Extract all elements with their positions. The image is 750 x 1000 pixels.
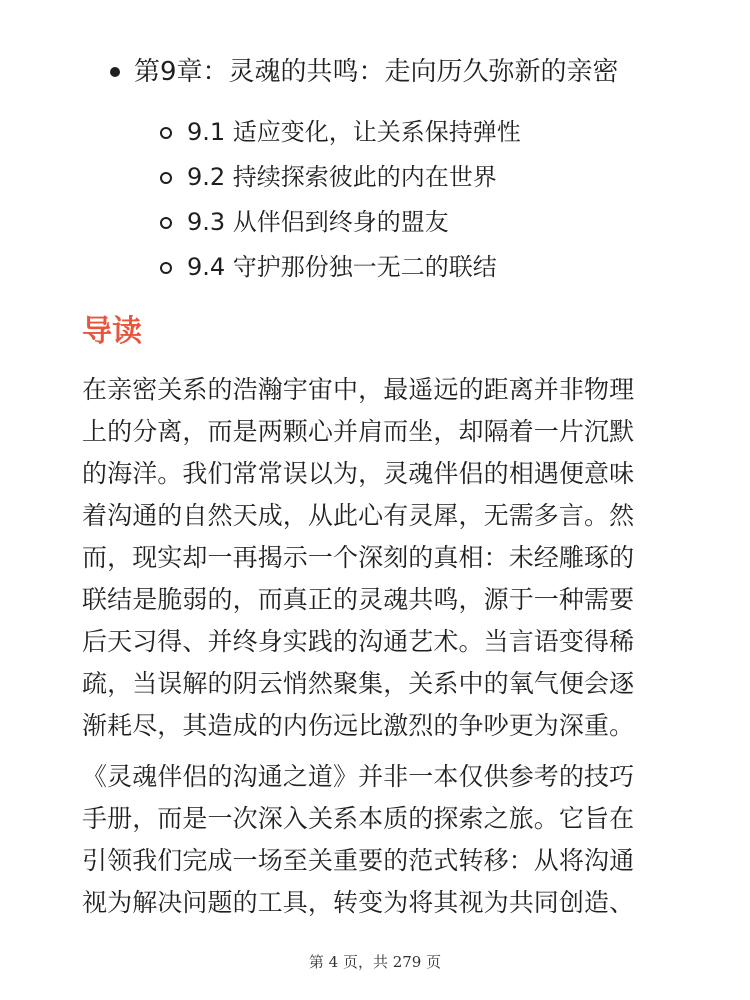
paragraph bbox=[82, 369, 702, 747]
text-line: 疏，当误解的阴云悄然聚集，关系中的氧气便会逐 bbox=[82, 669, 635, 698]
text-line: 在亲密关系的浩瀚宇宙中，最遥远的距离并非物理 bbox=[82, 375, 635, 404]
toc-chapter-item bbox=[110, 52, 710, 92]
toc-section-item bbox=[160, 110, 680, 155]
chapter-title: 第9章：灵魂的共鸣：走向历久弥新的亲密 bbox=[134, 57, 619, 87]
text-line: 上的分离，而是两颗心并肩而坐，却隔着一片沉默 bbox=[82, 417, 635, 446]
text-line: 引领我们完成一场至关重要的范式转移：从将沟通 bbox=[82, 846, 635, 875]
table-of-contents bbox=[110, 52, 710, 281]
text-line: 着沟通的自然天成，从此心有灵犀，无需多言。然 bbox=[82, 501, 635, 530]
intro-heading: 导读 bbox=[82, 314, 142, 349]
section-title: 9.4 守护那份独一无二的联结 bbox=[187, 253, 497, 281]
section-title: 9.3 从伴侣到终身的盟友 bbox=[187, 208, 449, 236]
bullet-icon bbox=[110, 67, 120, 77]
circle-bullet-icon bbox=[160, 262, 172, 274]
text-line: 手册，而是一次深入关系本质的探索之旅。它旨在 bbox=[82, 804, 635, 833]
intro-body bbox=[82, 369, 702, 933]
text-line: 视为解决问题的工具，转变为将其视为共同创造、 bbox=[82, 888, 635, 917]
text-line: 联结是脆弱的，而真正的灵魂共鸣，源于一种需要 bbox=[82, 585, 635, 614]
circle-bullet-icon bbox=[160, 127, 172, 139]
text-line: 的海洋。我们常常误以为，灵魂伴侣的相遇便意味 bbox=[82, 459, 635, 488]
paragraph bbox=[82, 756, 702, 924]
toc-section-item bbox=[160, 245, 680, 290]
toc-section-list bbox=[160, 110, 680, 290]
text-line: 《灵魂伴侣的沟通之道》并非一本仅供参考的技巧 bbox=[82, 762, 635, 791]
section-title: 9.2 持续探索彼此的内在世界 bbox=[187, 163, 497, 191]
toc-section-item bbox=[160, 155, 680, 200]
circle-bullet-icon bbox=[160, 217, 172, 229]
section-title: 9.1 适应变化，让关系保持弹性 bbox=[187, 118, 521, 146]
text-line: 而，现实却一再揭示一个深刻的真相：未经雕琢的 bbox=[82, 543, 635, 572]
text-line: 渐耗尽，其造成的内伤远比激烈的争吵更为深重。 bbox=[82, 711, 635, 740]
page-number-footer: 第 4 页，共 279 页 bbox=[308, 953, 442, 971]
circle-bullet-icon bbox=[160, 172, 172, 184]
toc-section-item bbox=[160, 200, 680, 245]
text-line: 后天习得、并终身实践的沟通艺术。当言语变得稀 bbox=[82, 627, 635, 656]
